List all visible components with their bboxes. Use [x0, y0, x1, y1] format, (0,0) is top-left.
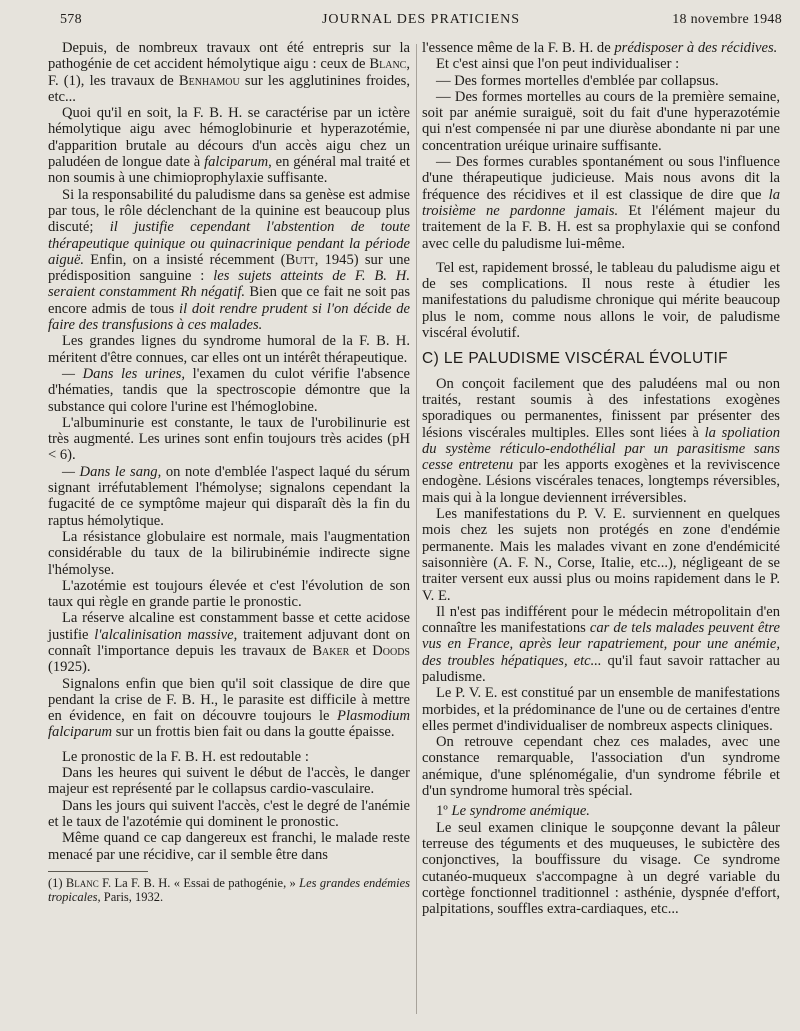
footnote: (1) Blanc F. La F. B. H. « Essai de pathogénie, » Les grandes endémies tropicales, Paris, 1932.: [48, 875, 410, 904]
paragraph: Le seul examen clinique le soupçonne devant la pâleur terreuse des téguments et des muqueuses, le subictère des conjonctives, la bouffissure du visage. Ce syndrome cutanéo-muqueux s'accompagne à un degré variable du cortège fonctionnel traditionnel : asthénie, dyspnée d'effort, palpitations, souffles extra-cardiaques, etc...: [422, 819, 780, 918]
paragraph: Dans les jours qui suivent l'accès, c'est le degré de l'anémie et le taux de l'azotémie qui dominent le pronostic.: [48, 797, 410, 830]
journal-title: JOURNAL DES PRATICIENS: [321, 12, 521, 27]
paragraph: Les manifestations du P. V. E. surviennent en quelques mois chez les sujets non protégés en zone d'endémie permanente. Mais les malades vivant en zone d'endémicité saisonnière (A. F. N., Corse, Italie, etc...), négligeant de se traiter versent eux aussi plus ou moins rapidement dans le P. V. E.: [422, 506, 780, 604]
left-column: [48, 40, 410, 904]
page-number: 578: [60, 12, 82, 27]
right-column: [422, 40, 780, 917]
paragraph: — Des formes curables spontanément ou sous l'influence d'une thérapeutique judicieuse. Mais nous avons dit la fréquence des récidives et il est classique de dire que la troisième ne pardonne jamais. Et l'élément majeur du traitement de la F. B. H. est sa prophylaxie qui se confond avec celle du paludisme lui-même.: [422, 154, 780, 252]
paragraph: l'essence même de la F. B. H. de prédisposer à des récidives.: [422, 40, 778, 56]
page-header: [60, 12, 782, 34]
paragraph: — Dans le sang, on note d'emblée l'aspect laqué du sérum signant irréfutablement l'hémolyse; signalons cependant la fugacité de ce symptôme majeur qui disparaît dès la fin du raptus hémolytique.: [48, 463, 410, 529]
paragraph: Les grandes lignes du syndrome humoral de la F. B. H. méritent d'être connues, car elles ont un intérêt thérapeutique.: [48, 333, 410, 366]
paragraph: On retrouve cependant chez ces malades, avec une constance remarquable, l'association d'un syndrome anémique, d'une splénomégalie, d'un syndrome fébrile et d'un syndrome humoral très spécial.: [422, 734, 780, 800]
paragraph: On conçoit facilement que des paludéens mal ou non traités, restant soumis à des infestations exogènes sporadiques ou permanentes, finissent par présenter des lésions viscérales multiples. Elles sont liées à la spoliation du système réticulo-endothélial par un parasitisme sans cesse entretenu par les apports exogènes et la reviviscence endogène. Lésions viscérales tenaces, longtemps réversibles, mais qui à la longue deviennent irréversibles.: [422, 375, 780, 506]
paragraph: Même quand ce cap dangereux est franchi, le malade reste menacé par une récidive, car il semble être dans: [48, 830, 410, 863]
paragraph: Le pronostic de la F. B. H. est redoutable :: [62, 748, 309, 765]
paragraph: Le P. V. E. est constitué par un ensemble de manifestations morbides, et la prédominance de l'une ou de certaines d'entre elles permet d'individualiser de nombreux aspects cliniques.: [422, 685, 780, 734]
paragraph: La réserve alcaline est constamment basse et cette acidose justifie l'alcalinisation massive, traitement adjuvant dont on connaît l'importance depuis les travaux de Baker et Doods (1925).: [48, 610, 410, 676]
paragraph: Dans les heures qui suivent le début de l'accès, le danger majeur est représenté par le collapsus cardio-vasculaire.: [48, 765, 410, 798]
issue-date: 18 novembre 1948: [672, 12, 782, 27]
paragraph: Depuis, de nombreux travaux ont été entrepris sur la pathogénie de cet accident hémolytique aigu : ceux de Blanc, F. (1), les travaux de Benhamou sur les agglutinines froides, etc...: [48, 40, 410, 105]
paragraph: — Des formes mortelles d'emblée par collapsus.: [436, 72, 719, 89]
paragraph: Il n'est pas indifférent pour le médecin métropolitain d'en connaître les manifestations car de tels malades peuvent être vus en France, après leur rapatriement, pour une anémie, des troubles hépatiques, etc... qu'il faut savoir rattacher au paludisme.: [422, 603, 780, 685]
paragraph: Quoi qu'il en soit, la F. B. H. se caractérise par un ictère hémolytique aigu avec hémoglobinurie et hyperazotémie, d'apparition brutale au décours d'un accès aigu chez un paludéen de longue date à falciparum, en général mal traité et non soumis à une chimioprophylaxie suffisante.: [48, 105, 410, 187]
paragraph: — Dans les urines, l'examen du culot vérifie l'absence d'hématies, tandis que la spectroscopie démontre que la substance qui colore l'urine est l'hémoglobine.: [48, 365, 411, 415]
paragraph: — Des formes mortelles au cours de la première semaine, soit par anémie suraiguë, soit du fait d'une hyperazotémie qui n'est compensée ni par une diurèse abondante ni par une concentration uréique urinaire suffisante.: [422, 88, 780, 154]
paragraph: Tel est, rapidement brossé, le tableau du paludisme aigu et de ses complications. Il nous reste à étudier les manifestations du paludisme chronique qui mérite beaucoup plus le nom, comme nous allons le voir, de paludisme viscéral évolutif.: [422, 259, 780, 342]
paragraph: La résistance globulaire est normale, mais l'augmentation considérable du taux de la bilirubinémie indirecte signe l'hémolyse.: [48, 528, 410, 578]
paragraph: Si la responsabilité du paludisme dans sa genèse est admise par tous, le rôle déclenchant de la quinine est beaucoup plus discuté; il justifie cependant l'abstention de toute thérapeutique quinique ou quinacrinique pendant la période aiguë. Enfin, on a insisté récemment (Butt, 1945) sur une prédisposition sanguine : les sujets atteints de F. B. H. seraient constamment Rh négatif. Bien que ce fait ne soit pas encore admis de tous il doit rendre prudent si l'on décide de faire des transfusions à ces malades.: [48, 186, 410, 334]
subsection-heading: 1º Le syndrome anémique.: [436, 803, 590, 820]
section-heading: C) LE PALUDISME VISCÉRAL ÉVOLUTIF: [422, 350, 729, 368]
column-divider: [416, 44, 417, 1014]
paragraph: L'albuminurie est constante, le taux de l'urobilinurie est très augmenté. Les urines sont enfin toujours très acides (pH < 6).: [48, 414, 410, 464]
footnote-rule: [48, 871, 148, 872]
paragraph: Signalons enfin que bien qu'il soit classique de dire que pendant la crise de F. B. H., le parasite est difficile à mettre en évidence, en fait on découvre toujours le Plasmodium falciparum sur un frottis bien fait ou dans la goutte épaisse.: [48, 675, 410, 741]
paragraph: Et c'est ainsi que l'on peut individualiser :: [436, 56, 680, 73]
paragraph: L'azotémie est toujours élevée et c'est l'évolution de son taux qui règle en grande partie le pronostic.: [48, 577, 410, 611]
